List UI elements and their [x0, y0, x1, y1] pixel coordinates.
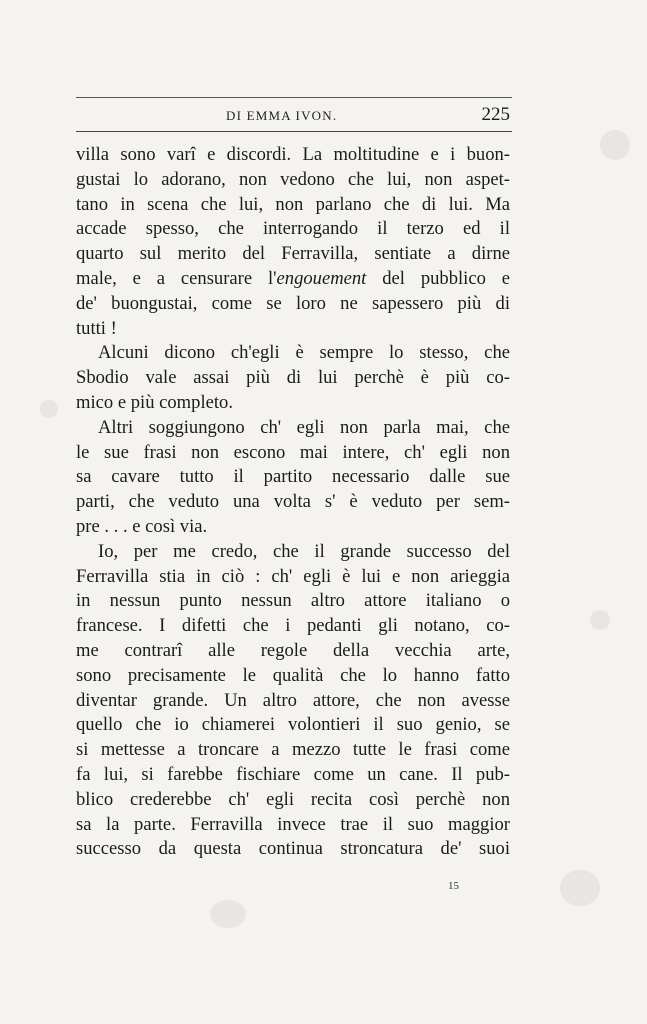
paper-speckle [210, 900, 246, 928]
text-line: sa cavare tutto il partito necessario dalle sue [76, 466, 510, 488]
text-line: accade spesso, che interrogando il terzo ed il [76, 218, 510, 240]
text-line: successo da questa continua stroncatura de' suoi [76, 838, 510, 860]
text-line: le sue frasi non escono mai intere, ch' egli non [76, 441, 510, 463]
text-line: Alcuni dicono ch'egli è sempre lo stesso, che [98, 342, 510, 364]
text-line: quello che io chiamerei volontieri il suo genio, se [76, 714, 510, 736]
text-line: tutti ! [76, 317, 117, 339]
text-line: blico crederebbe ch' egli recita così perchè non [76, 788, 510, 810]
italic-word: engouement [276, 267, 367, 289]
header-rule-top [76, 97, 512, 98]
header-rule-bottom [76, 131, 512, 132]
text-line: Ferravilla stia in ciò : ch' egli è lui e non arieggia [76, 565, 510, 587]
text-line: de' buongustai, come se loro ne sapessero più di [76, 292, 510, 314]
text-line: Altri soggiungono ch' egli non parla mai, che [98, 416, 510, 438]
text-line: diventar grande. Un altro attore, che non avesse [76, 689, 510, 711]
text-line: me contrarî alle regole della vecchia arte, [76, 639, 510, 661]
text-line: mico e più completo. [76, 391, 233, 413]
text-line: fa lui, si farebbe fischiare come un cane. Il pub- [76, 763, 510, 785]
paper-speckle [590, 610, 610, 630]
paper-speckle [40, 400, 58, 418]
text-line: Sbodio vale assai più di lui perchè è più co- [76, 367, 510, 389]
signature-mark: 15 [448, 880, 459, 892]
running-head: DI EMMA IVON. [226, 108, 338, 123]
text-line: quarto sul merito del Ferravilla, sentiate a dirne [76, 243, 510, 265]
paper-speckle [560, 870, 600, 906]
text-line: pre . . . e così via. [76, 515, 208, 537]
body-text [76, 143, 510, 862]
text-line: francese. I difetti che i pedanti gli notano, co- [76, 615, 510, 637]
text-line: sono precisamente le qualità che lo hanno fatto [76, 664, 510, 686]
text-line: si mettesse a troncare a mezzo tutte le frasi come [76, 739, 510, 761]
text-line: in nessun punto nessun altro attore italiano o [76, 590, 510, 612]
page-header [76, 104, 512, 128]
text-line: sa la parte. Ferravilla invece trae il suo maggior [76, 813, 510, 835]
text-line: parti, che veduto una volta s' è veduto per sem- [76, 491, 510, 513]
text-line-with-italic: male, e a censurare l'engouement del pubblico e [76, 267, 511, 289]
paper-speckle [600, 130, 630, 160]
text-line: villa sono varî e discordi. La moltitudine e i buon- [76, 144, 510, 165]
text-line: tano in scena che lui, non parlano che di lui. Ma [76, 193, 510, 215]
page-number: 225 [481, 104, 510, 125]
text-line: gustai lo adorano, non vedono che lui, non aspet- [76, 168, 510, 190]
text-line: Io, per me credo, che il grande successo del [98, 540, 510, 562]
